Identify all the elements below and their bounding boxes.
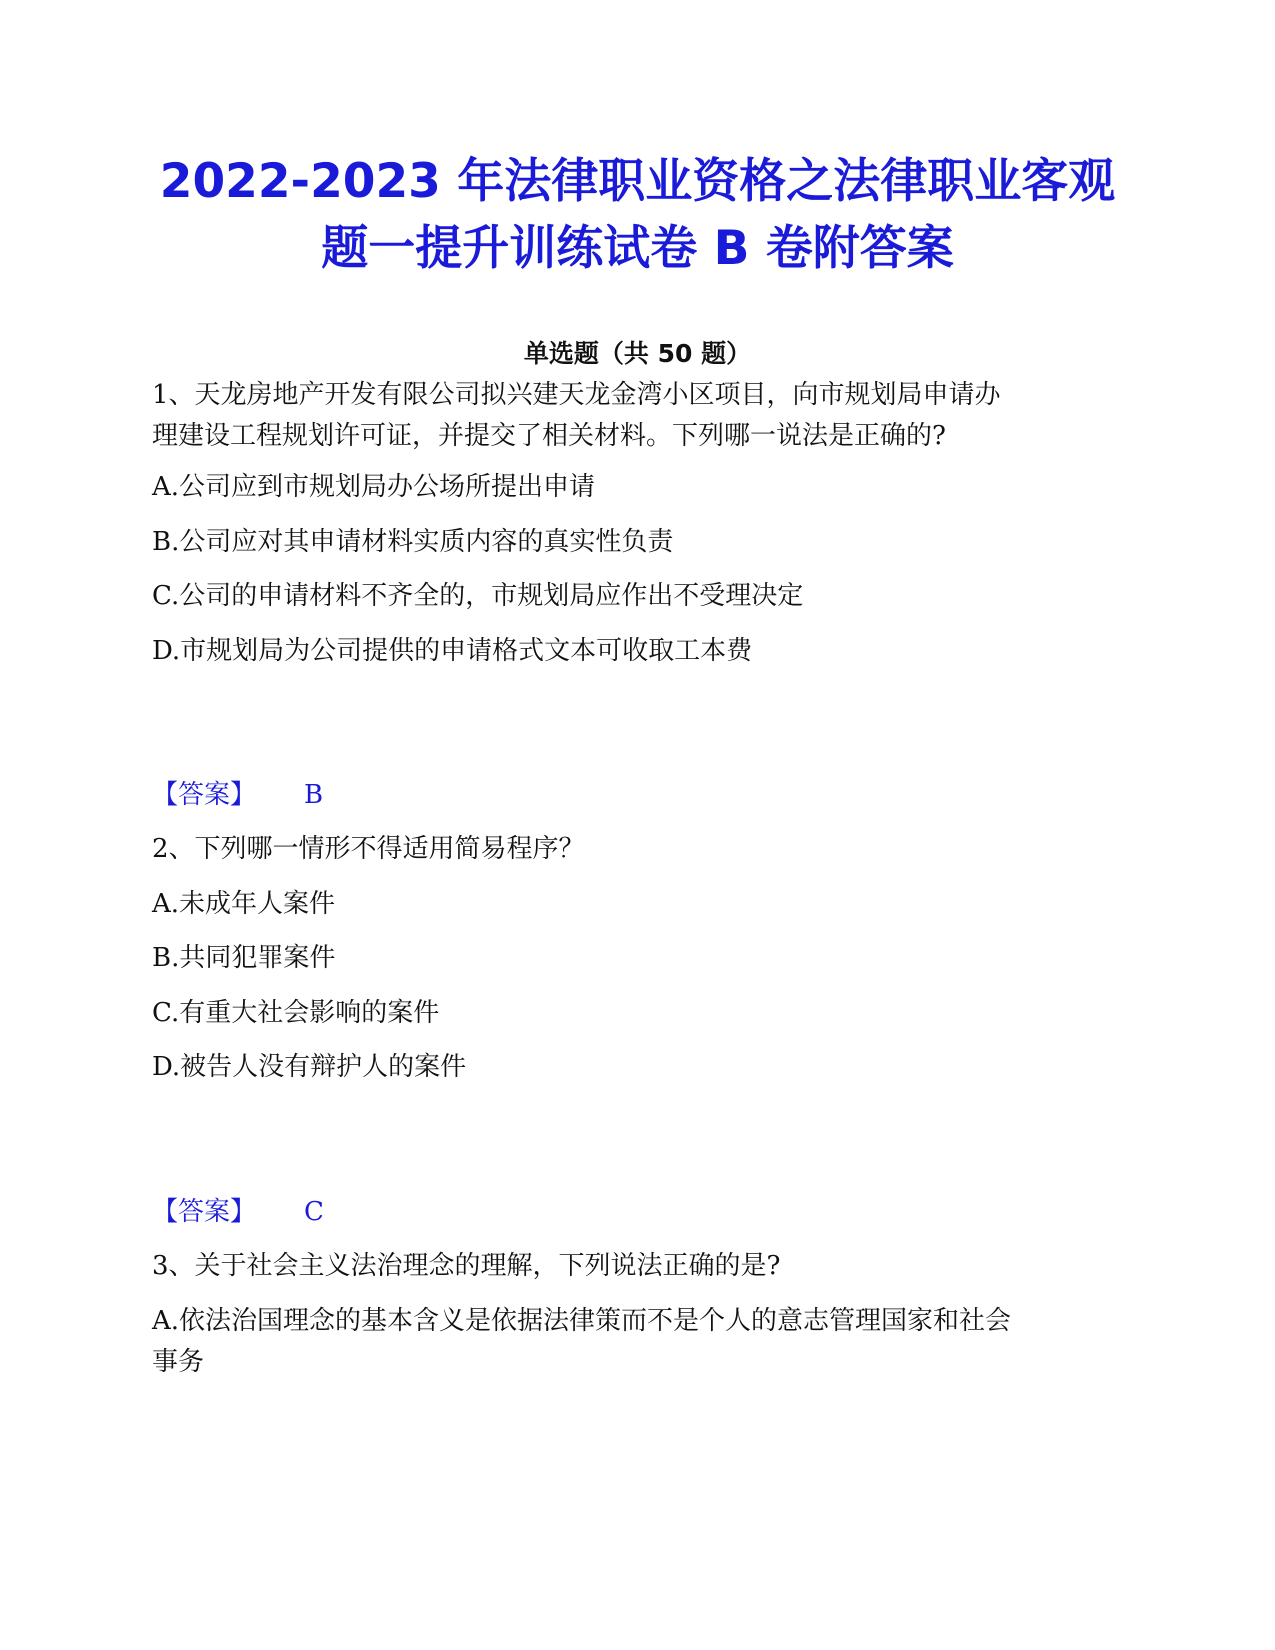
answer-label: 【答案】 <box>152 780 257 810</box>
question-1-option-d: D.市规划局为公司提供的申请格式文本可收取工本费 <box>152 636 753 666</box>
title-line-2: 题一提升训练试卷 B 卷附答案 <box>321 221 954 276</box>
question-3-option-a-line-2: 事务 <box>152 1347 205 1377</box>
question-3-option-a-line-1: A.依法治国理念的基本含义是依据法律策而不是个人的意志管理国家和社会 <box>152 1306 1012 1336</box>
question-2-option-c: C.有重大社会影响的案件 <box>152 998 440 1028</box>
answer-value: B <box>304 780 324 810</box>
answer-label: 【答案】 <box>152 1197 257 1227</box>
question-1-stem-line-1: 1、天龙房地产开发有限公司拟兴建天龙金湾小区项目，向市规划局申请办 <box>152 380 1001 410</box>
question-1-option-c: C.公司的申请材料不齐全的，市规划局应作出不受理决定 <box>152 581 804 611</box>
question-1-answer <box>152 778 323 812</box>
answer-value: C <box>304 1197 324 1227</box>
question-2-option-b: B.共同犯罪案件 <box>152 943 336 973</box>
question-2-option-a: A.未成年人案件 <box>152 889 336 919</box>
title-line-1: 2022-2023 年法律职业资格之法律职业客观 <box>159 154 1116 209</box>
question-1-option-b: B.公司应对其申请材料实质内容的真实性负责 <box>152 527 674 557</box>
question-2-answer <box>152 1195 324 1229</box>
document-title <box>140 148 1135 282</box>
question-2-option-d: D.被告人没有辩护人的案件 <box>152 1052 467 1082</box>
section-heading: 单选题（共 50 题） <box>523 339 752 368</box>
question-2-stem-line-1: 2、下列哪一情形不得适用简易程序？ <box>152 834 585 864</box>
question-3-stem-line-1: 3、关于社会主义法治理念的理解，下列说法正确的是? <box>152 1251 781 1281</box>
question-1-stem-line-2: 理建设工程规划许可证，并提交了相关材料。下列哪一说法是正确的? <box>152 421 946 451</box>
question-1-option-a: A.公司应到市规划局办公场所提出申请 <box>152 472 596 502</box>
